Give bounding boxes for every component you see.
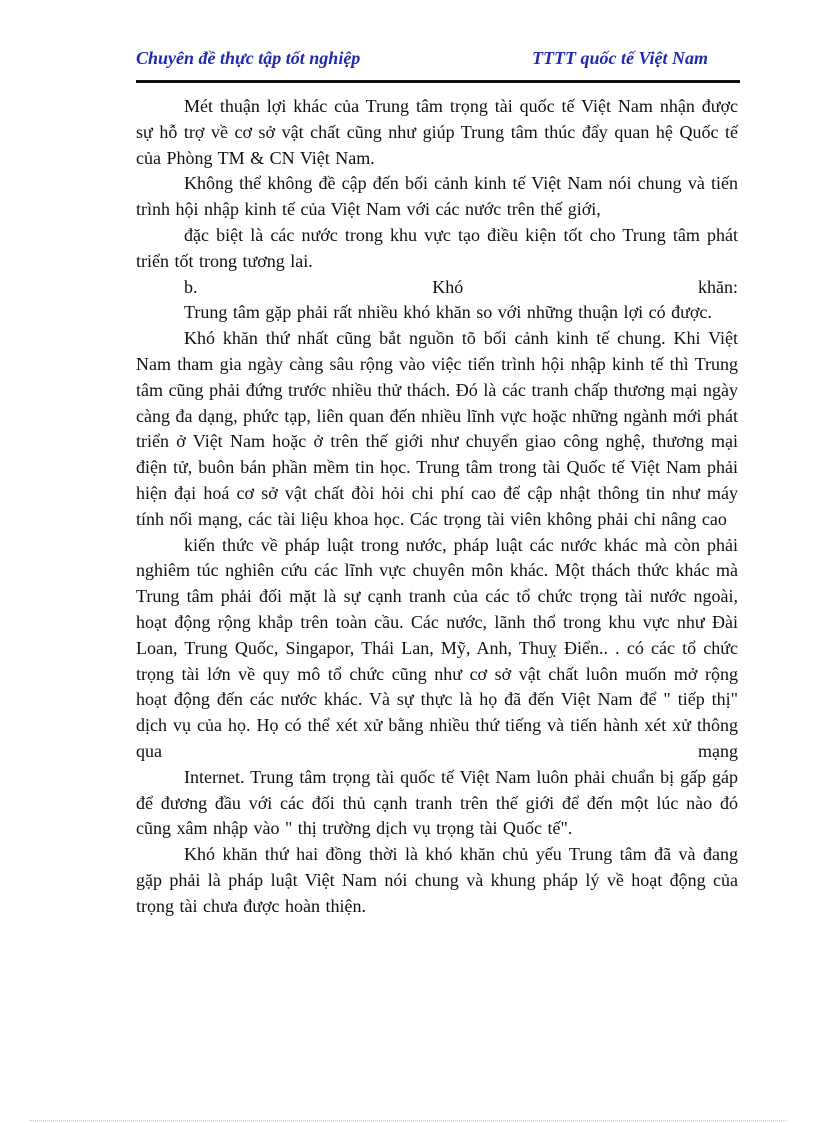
paragraph-3: đặc biệt là các nước trong khu vực tạo điều kiện tốt cho Trung tâm phát triển tốt trong tương lai. <box>136 224 738 271</box>
header-right-title: TTTT quốc tế Việt Nam <box>532 48 708 68</box>
paragraph-4: Trung tâm gặp phải rất nhiều khó khăn so với những thuận lợi có được. <box>184 302 712 323</box>
paragraph-8: Khó khăn thứ hai đồng thời là khó khăn chủ yếu Trung tâm đã và đang gặp phải là pháp luật Việt Nam nói chung và khung pháp lý về hoạt động của trọng tài chưa được hoàn thiện. <box>136 844 738 916</box>
header-left-title: Chuyên đề thực tập tốt nghiệp <box>136 48 361 68</box>
paragraph-6: kiến thức về pháp luật trong nước, pháp luật các nước khác mà còn phải nghiêm túc nghiên cứu các lĩnh vực chuyên môn khác. Một thách thức khác mà Trung tâm phải đối mặt là sự cạnh tranh của các tổ chức trọng tài nước ngoài, hoạt động rộng khắp trên toàn cầu. Các nước, lãnh thổ trong khu vực như Đài Loan, Trung Quốc, Singapor, Thái Lan, Mỹ, Anh, Thuỵ Điển.. . có các tổ chức trọng tài lớn về quy mô tổ chức cũng như cơ sở vật chất luôn muốn mở rộng hoạt động đến các nước khác. Và sự thực là họ đã đến Việt Nam để " tiếp thị" dịch vụ của họ. Họ có thể xét xử bằng nhiều thứ tiếng và tiến hành xét xử thông qua mạng <box>136 534 738 761</box>
page-bottom-edge <box>30 1120 786 1121</box>
page-header <box>136 48 740 74</box>
paragraph-7: Internet. Trung tâm trọng tài quốc tế Việt Nam luôn phải chuẩn bị gấp gáp để đương đầu với các đối thủ cạnh tranh trên thế giới để đến một lúc nào đó cũng xâm nhập vào " thị trường dịch vụ trọng tài Quốc tế". <box>136 766 738 839</box>
document-body <box>136 94 738 920</box>
paragraph-5: Khó khăn thứ nhất cũng bắt nguồn tõ bối cảnh kinh tế chung. Khi Việt Nam tham gia ngày càng sâu rộng vào việc tiến trình hội nhập kinh tế thì Trung tâm cũng phải đứng trước nhiều thử thách. Đó là các tranh chấp thương mại ngày càng đa dạng, phức tạp, liên quan đến nhiều lĩnh vực hoặc những ngành mới phát triển ở Việt Nam hoặc ở trên thế giới như chuyển giao công nghệ, thương mại điện tử, buôn bán phần mềm tin học. Trung tâm trong tài Quốc tế Việt Nam phải hiện đại hoá cơ sở vật chất đòi hỏi chi phí cao để cập nhật thông tin như máy tính nối mạng, các tài liệu khoa học. Các trọng tài viên không phải chỉ nâng cao <box>136 328 738 529</box>
paragraph-2: Không thể không đề cập đến bối cảnh kinh tế Việt Nam nói chung và tiến trình hội nhập kinh tế của Việt Nam với các nước trên thế giới, <box>136 173 738 220</box>
header-divider <box>136 80 740 83</box>
paragraph-1: Mét thuận lợi khác của Trung tâm trọng tài quốc tế Việt Nam nhận được sự hỗ trợ về cơ sở vật chất cũng như giúp Trung tâm thúc đẩy quan hệ Quốc tế của Phòng TM & CN Việt Nam. <box>136 96 738 168</box>
section-heading-kho-khan: b. Khó khăn: <box>184 276 738 297</box>
